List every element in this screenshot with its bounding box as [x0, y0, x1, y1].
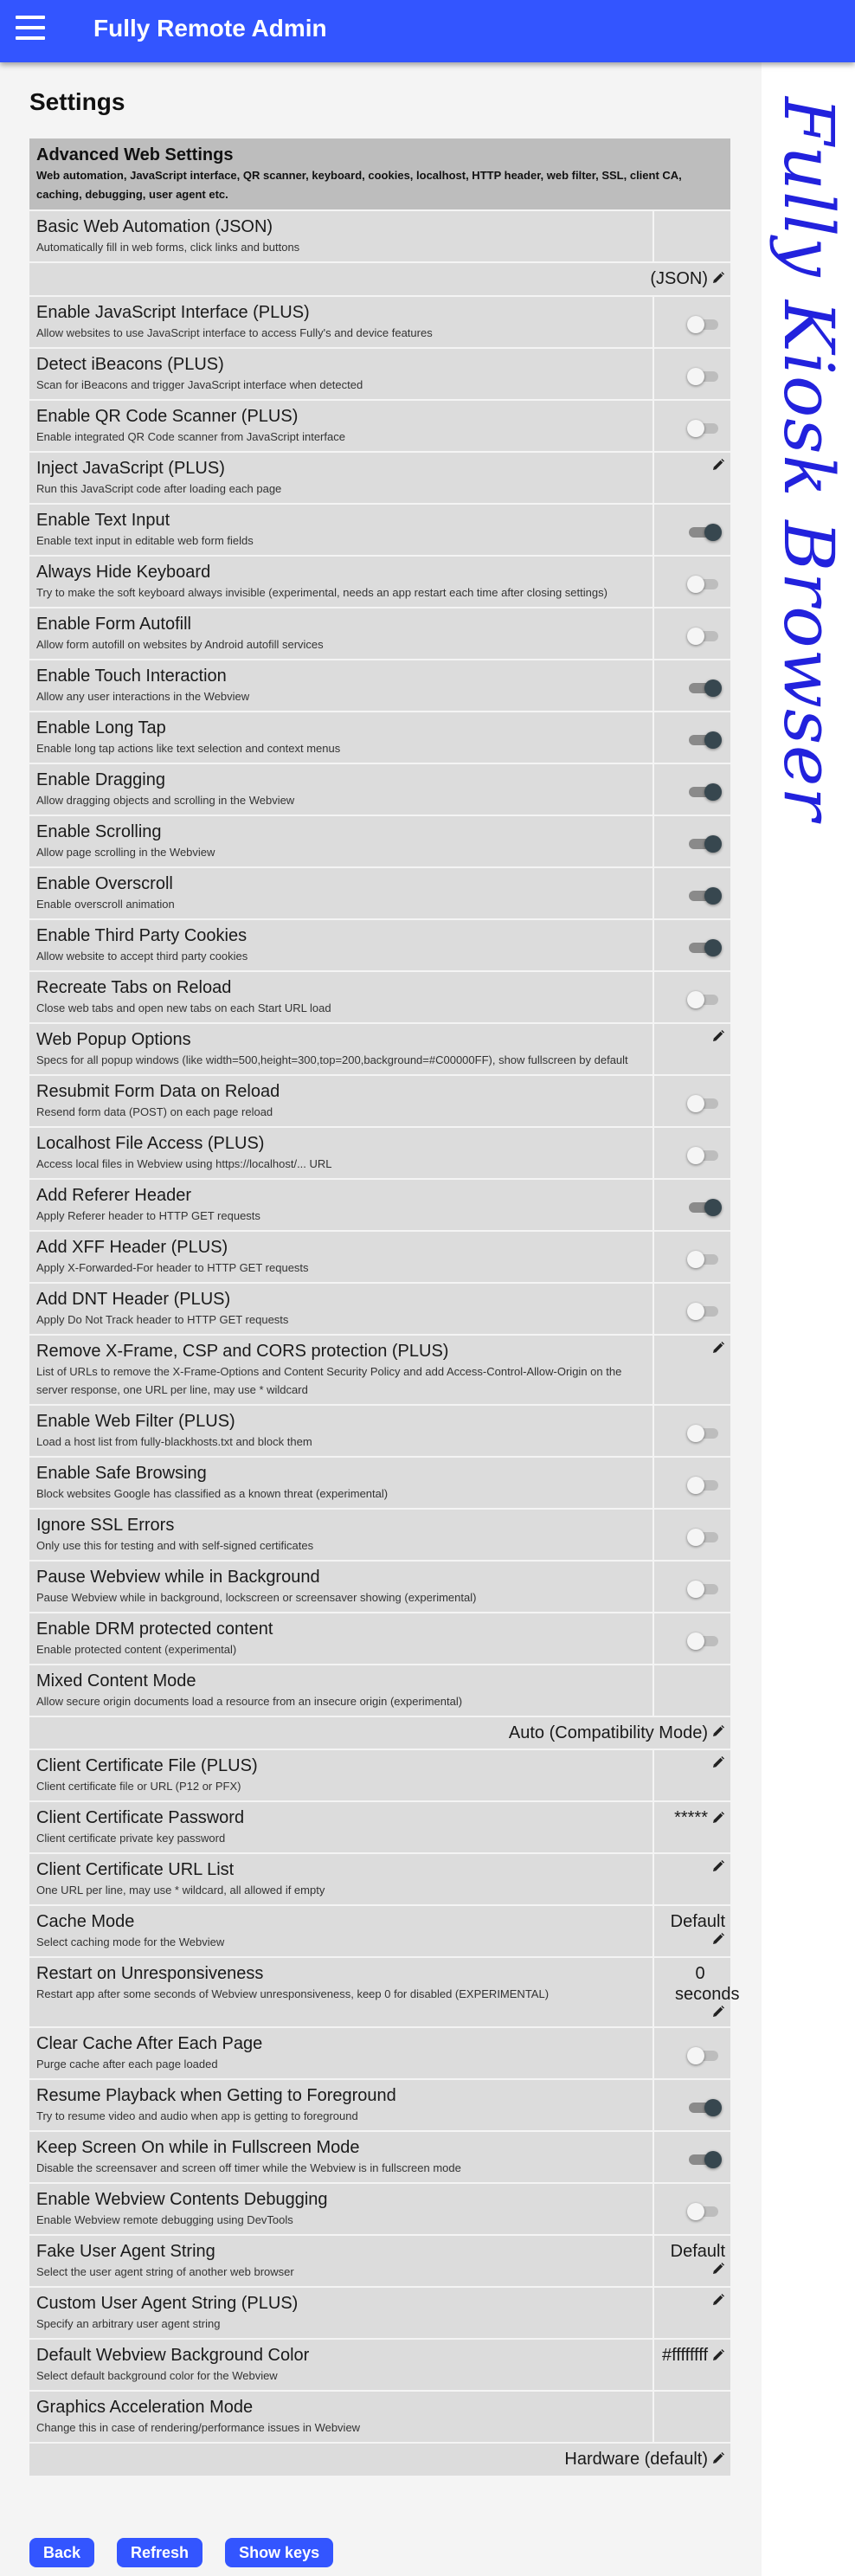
- setting-toggle[interactable]: [687, 2203, 722, 2220]
- setting-control-cell: [654, 764, 730, 815]
- setting-value-row[interactable]: [29, 1717, 730, 1751]
- setting-control-cell: [654, 660, 730, 711]
- setting-row[interactable]: [29, 712, 730, 764]
- setting-description: Automatically fill in web forms, click links and buttons: [36, 241, 300, 254]
- setting-row[interactable]: [29, 609, 730, 660]
- setting-description: List of URLs to remove the X-Frame-Options and Content Security Policy and add Access-Control-Allow-Origin on the server response, one URL per line, may use * wildcard: [36, 1364, 622, 1396]
- setting-row[interactable]: [29, 2392, 730, 2444]
- setting-label-cell[interactable]: [29, 1128, 654, 1178]
- setting-control-cell: [654, 972, 730, 1022]
- setting-control-cell: [654, 2236, 730, 2286]
- setting-description: Pause Webview while in background, lockscreen or screensaver showing (experimental): [36, 1590, 477, 1604]
- setting-value-row[interactable]: [29, 2444, 730, 2477]
- setting-description: Enable protected content (experimental): [36, 1642, 237, 1656]
- setting-row[interactable]: [29, 1510, 730, 1562]
- setting-control-cell: [654, 1750, 730, 1800]
- setting-title: Default Webview Background Color: [36, 2346, 310, 2366]
- setting-label-cell[interactable]: [29, 1076, 654, 1126]
- setting-title: Add Referer Header: [36, 1185, 191, 1205]
- brand-logo-text: Fully Kiosk Browser: [768, 97, 849, 821]
- setting-label-cell[interactable]: [29, 609, 654, 659]
- setting-title: Restart on Unresponsiveness: [36, 1964, 264, 1984]
- setting-description: Resend form data (POST) on each page reload: [36, 1104, 273, 1118]
- setting-control-cell: [654, 1128, 730, 1178]
- setting-toggle[interactable]: [687, 628, 722, 645]
- setting-label-cell[interactable]: [29, 349, 654, 399]
- button-bar: [29, 2538, 333, 2567]
- settings-table: [29, 138, 740, 2477]
- setting-control-cell: [654, 2028, 730, 2078]
- setting-row[interactable]: [29, 211, 730, 263]
- setting-value: Hardware (default): [564, 2450, 708, 2470]
- setting-title: Enable JavaScript Interface (PLUS): [36, 302, 310, 322]
- setting-label-cell[interactable]: [29, 1510, 654, 1560]
- setting-label-cell[interactable]: [29, 1906, 654, 1956]
- setting-label-cell[interactable]: [29, 2028, 654, 2078]
- pencil-icon[interactable]: [711, 2450, 725, 2470]
- setting-row[interactable]: [29, 2184, 730, 2236]
- setting-row[interactable]: [29, 2288, 730, 2340]
- setting-title: Clear Cache After Each Page: [36, 2034, 263, 2054]
- setting-description: Enable long tap actions like text selection and context menus: [36, 741, 341, 755]
- setting-description: Apply Do Not Track header to HTTP GET requests: [36, 1312, 289, 1326]
- setting-toggle[interactable]: [687, 2151, 722, 2168]
- setting-title: Keep Screen On while in Fullscreen Mode: [36, 2138, 360, 2158]
- setting-control-cell: [654, 2080, 730, 2130]
- setting-description: Only use this for testing and with self-signed certificates: [36, 1538, 314, 1552]
- setting-label-cell[interactable]: [29, 557, 654, 607]
- setting-toggle[interactable]: [687, 835, 722, 853]
- setting-value: 0 seconds: [675, 1964, 740, 2005]
- setting-row[interactable]: [29, 297, 730, 349]
- setting-description: Enable overscroll animation: [36, 897, 175, 911]
- setting-toggle[interactable]: [687, 576, 722, 593]
- section-description: Web automation, JavaScript interface, QR scanner, keyboard, cookies, localhost, HTTP header, web filter, SSL, client CA, caching, debugging, user agent etc.: [36, 169, 682, 201]
- setting-description: Block websites Google has classified as a known threat (experimental): [36, 1486, 389, 1500]
- setting-row[interactable]: [29, 2132, 730, 2184]
- setting-description: One URL per line, may use * wildcard, all allowed if empty: [36, 1884, 325, 1897]
- pencil-icon[interactable]: [711, 2262, 725, 2280]
- setting-toggle[interactable]: [687, 1199, 722, 1216]
- setting-label-cell[interactable]: [29, 2184, 654, 2234]
- pencil-icon[interactable]: [711, 1341, 725, 1359]
- setting-description: Select the user agent string of another web browser: [36, 2265, 294, 2279]
- setting-title: Custom User Agent String (PLUS): [36, 2294, 299, 2314]
- setting-control-cell: [654, 211, 730, 261]
- pencil-icon[interactable]: [711, 1932, 725, 1950]
- setting-title: Cache Mode: [36, 1912, 135, 1932]
- setting-label-cell[interactable]: [29, 2288, 654, 2338]
- setting-title: Enable Form Autofill: [36, 614, 191, 634]
- menu-icon[interactable]: [16, 16, 45, 42]
- setting-title: Enable QR Code Scanner (PLUS): [36, 406, 299, 426]
- setting-title: Client Certificate Password: [36, 1808, 245, 1828]
- setting-description: Allow page scrolling in the Webview: [36, 845, 215, 859]
- setting-control-cell: [654, 1024, 730, 1074]
- setting-title: Enable Text Input: [36, 510, 170, 530]
- setting-label-cell[interactable]: [29, 1562, 654, 1612]
- setting-title: Enable Overscroll: [36, 873, 173, 893]
- setting-description: Allow any user interactions in the Webview: [36, 689, 250, 703]
- setting-description: Select caching mode for the Webview: [36, 1935, 225, 1949]
- setting-title: Pause Webview while in Background: [36, 1567, 320, 1587]
- setting-value: Default: [670, 2242, 725, 2262]
- setting-title: Resume Playback when Getting to Foreground: [36, 2086, 396, 2106]
- setting-toggle[interactable]: [687, 1147, 722, 1164]
- setting-control-cell: [654, 1232, 730, 1282]
- setting-control-cell: [654, 868, 730, 918]
- setting-label-cell[interactable]: [29, 712, 654, 763]
- setting-toggle[interactable]: [687, 1095, 722, 1112]
- setting-title: Resubmit Form Data on Reload: [36, 1081, 280, 1101]
- setting-row[interactable]: [29, 1958, 740, 2028]
- setting-control-cell: [654, 2288, 730, 2338]
- setting-control-cell: [654, 349, 730, 399]
- setting-title: Basic Web Automation (JSON): [36, 217, 273, 236]
- section-header: [29, 138, 730, 211]
- setting-description: Access local files in Webview using https://localhost/... URL: [36, 1156, 332, 1170]
- setting-title: Enable Webview Contents Debugging: [36, 2190, 328, 2210]
- setting-label-cell[interactable]: [29, 1802, 654, 1852]
- setting-control-cell: [654, 609, 730, 659]
- setting-title: Client Certificate URL List: [36, 1860, 235, 1880]
- setting-label-cell[interactable]: [29, 2236, 654, 2286]
- setting-label-cell[interactable]: [29, 972, 654, 1022]
- setting-control-cell: [654, 1180, 730, 1230]
- setting-title: Mixed Content Mode: [36, 1671, 196, 1690]
- setting-description: Enable integrated QR Code scanner from JavaScript interface: [36, 429, 345, 443]
- setting-title: Add DNT Header (PLUS): [36, 1289, 231, 1309]
- setting-label-cell[interactable]: [29, 1458, 654, 1508]
- setting-description: Run this JavaScript code after loading each page: [36, 481, 282, 495]
- setting-description: Try to resume video and audio when app is getting to foreground: [36, 2109, 358, 2123]
- setting-title: Enable DRM protected content: [36, 1619, 273, 1639]
- setting-toggle[interactable]: [687, 991, 722, 1008]
- setting-row[interactable]: [29, 2236, 730, 2288]
- setting-row[interactable]: [29, 1750, 730, 1802]
- setting-row[interactable]: [29, 453, 730, 505]
- setting-control-cell: [654, 297, 730, 347]
- setting-control-cell: [654, 505, 730, 555]
- page-title: Settings: [29, 88, 125, 115]
- setting-title: Enable Touch Interaction: [36, 666, 227, 686]
- setting-label-cell[interactable]: [29, 1232, 654, 1282]
- setting-toggle[interactable]: [687, 1251, 722, 1268]
- setting-row[interactable]: [29, 920, 730, 972]
- setting-toggle[interactable]: [687, 1425, 722, 1442]
- setting-label-cell[interactable]: [29, 505, 654, 555]
- setting-row[interactable]: [29, 1232, 730, 1284]
- setting-title: Client Certificate File (PLUS): [36, 1756, 258, 1776]
- setting-row[interactable]: [29, 1665, 730, 1717]
- setting-title: Ignore SSL Errors: [36, 1515, 175, 1535]
- setting-title: Enable Scrolling: [36, 821, 162, 841]
- setting-control-cell: [654, 1613, 730, 1664]
- main-content: [0, 62, 762, 2576]
- setting-control-cell: [654, 1802, 730, 1852]
- setting-description: Apply X-Forwarded-For header to HTTP GET requests: [36, 1260, 309, 1274]
- setting-title: Enable Web Filter (PLUS): [36, 1411, 235, 1431]
- setting-control-cell: [654, 2132, 730, 2182]
- back-button[interactable]: Back: [29, 2538, 94, 2567]
- setting-label-cell[interactable]: [29, 1665, 654, 1716]
- setting-label-cell[interactable]: [29, 1406, 654, 1456]
- setting-value: Auto (Compatibility Mode): [508, 1723, 708, 1742]
- setting-title: Enable Safe Browsing: [36, 1463, 207, 1483]
- setting-toggle[interactable]: [687, 368, 722, 385]
- setting-toggle[interactable]: [687, 1581, 722, 1598]
- setting-description: Specify an arbitrary user agent string: [36, 2317, 221, 2331]
- setting-row[interactable]: [29, 2028, 730, 2080]
- setting-control-cell: [654, 816, 730, 866]
- setting-row[interactable]: [29, 349, 730, 401]
- setting-description: Allow form autofill on websites by Android autofill services: [36, 637, 324, 651]
- setting-label-cell[interactable]: [29, 1180, 654, 1230]
- pencil-icon[interactable]: [711, 458, 725, 476]
- setting-description: Apply Referer header to HTTP GET requests: [36, 1208, 260, 1222]
- setting-control-cell: [654, 1665, 730, 1716]
- pencil-icon[interactable]: [711, 1811, 725, 1829]
- show-keys-button[interactable]: Show keys: [225, 2538, 333, 2567]
- setting-control-cell: [654, 1284, 730, 1334]
- setting-control-cell: [654, 1958, 740, 2026]
- setting-title: Enable Dragging: [36, 770, 165, 789]
- setting-control-cell: [654, 1510, 730, 1560]
- setting-label-cell[interactable]: [29, 2392, 654, 2442]
- setting-row[interactable]: [29, 1076, 730, 1128]
- setting-toggle[interactable]: [687, 887, 722, 905]
- setting-toggle[interactable]: [687, 316, 722, 333]
- setting-control-cell: [654, 2340, 730, 2390]
- setting-description: Specs for all popup windows (like width=500,height=300,top=200,background=#C00000FF), show fullscreen by default: [36, 1053, 628, 1066]
- setting-toggle[interactable]: [687, 420, 722, 437]
- setting-value-row[interactable]: [29, 263, 730, 297]
- setting-control-cell: [654, 401, 730, 451]
- setting-row[interactable]: [29, 2080, 730, 2132]
- pencil-icon[interactable]: [711, 269, 725, 290]
- setting-row[interactable]: [29, 868, 730, 920]
- setting-value: *****: [674, 1808, 708, 1828]
- setting-toggle[interactable]: [687, 2099, 722, 2116]
- setting-label-cell[interactable]: [29, 660, 654, 711]
- setting-title: Enable Long Tap: [36, 718, 166, 737]
- setting-title: Fake User Agent String: [36, 2242, 215, 2262]
- setting-row[interactable]: [29, 816, 730, 868]
- setting-title: Detect iBeacons (PLUS): [36, 354, 224, 374]
- setting-control-cell: [654, 1076, 730, 1126]
- setting-toggle[interactable]: [687, 2047, 722, 2064]
- pencil-icon[interactable]: [711, 1723, 725, 1743]
- setting-row[interactable]: [29, 1458, 730, 1510]
- setting-toggle[interactable]: [687, 679, 722, 697]
- setting-label-cell[interactable]: [29, 1750, 654, 1800]
- setting-toggle[interactable]: [687, 783, 722, 801]
- setting-label-cell[interactable]: [29, 1024, 654, 1074]
- setting-description: Client certificate private key password: [36, 1832, 226, 1845]
- setting-description: Restart app after some seconds of Webview unresponsiveness, keep 0 for disabled (EXPERIMENTAL): [36, 1987, 550, 2001]
- setting-description: Purge cache after each page loaded: [36, 2058, 218, 2071]
- setting-title: Recreate Tabs on Reload: [36, 977, 232, 997]
- setting-row[interactable]: [29, 1802, 730, 1854]
- setting-row[interactable]: [29, 1024, 730, 1076]
- pencil-icon[interactable]: [711, 2293, 725, 2311]
- setting-control-cell: [654, 920, 730, 970]
- setting-toggle[interactable]: [687, 1529, 722, 1546]
- setting-row[interactable]: [29, 660, 730, 712]
- setting-row[interactable]: [29, 1180, 730, 1232]
- setting-toggle[interactable]: [687, 1303, 722, 1320]
- setting-description: Allow secure origin documents load a resource from an insecure origin (experimental): [36, 1694, 463, 1708]
- setting-control-cell: [654, 2184, 730, 2234]
- setting-row[interactable]: [29, 1128, 730, 1180]
- setting-row[interactable]: [29, 505, 730, 557]
- setting-description: Enable text input in editable web form fields: [36, 533, 254, 547]
- setting-description: Enable Webview remote debugging using DevTools: [36, 2213, 293, 2227]
- setting-row[interactable]: [29, 557, 730, 609]
- setting-row[interactable]: [29, 2340, 730, 2392]
- setting-row[interactable]: [29, 1284, 730, 1336]
- setting-title: Enable Third Party Cookies: [36, 925, 248, 945]
- setting-label-cell[interactable]: [29, 920, 654, 970]
- setting-title: Inject JavaScript (PLUS): [36, 458, 225, 478]
- setting-description: Scan for iBeacons and trigger JavaScript interface when detected: [36, 377, 363, 391]
- pencil-icon[interactable]: [711, 1755, 725, 1774]
- setting-label-cell[interactable]: [29, 1284, 654, 1334]
- setting-description: Allow website to accept third party cookies: [36, 949, 248, 963]
- setting-label-cell[interactable]: [29, 764, 654, 815]
- app-bar: [0, 0, 855, 62]
- section-title: Advanced Web Settings: [36, 145, 234, 164]
- setting-label-cell[interactable]: [29, 2340, 654, 2390]
- setting-toggle[interactable]: [687, 1633, 722, 1650]
- setting-description: Allow websites to use JavaScript interface to access Fully's and device features: [36, 325, 433, 339]
- setting-row[interactable]: [29, 1562, 730, 1613]
- setting-label-cell[interactable]: [29, 2080, 654, 2130]
- setting-value: (JSON): [650, 269, 708, 288]
- setting-title: Localhost File Access (PLUS): [36, 1133, 265, 1153]
- setting-row[interactable]: [29, 1336, 730, 1406]
- setting-control-cell: [654, 1458, 730, 1508]
- setting-row[interactable]: [29, 401, 730, 453]
- setting-description: Try to make the soft keyboard always invisible (experimental, needs an app restart each time after closing settings): [36, 585, 608, 599]
- pencil-icon[interactable]: [711, 2005, 725, 2023]
- setting-toggle[interactable]: [687, 939, 722, 956]
- setting-row[interactable]: [29, 1406, 730, 1458]
- setting-label-cell[interactable]: [29, 2132, 654, 2182]
- setting-control-cell: [654, 1854, 730, 1904]
- setting-row[interactable]: [29, 764, 730, 816]
- setting-label-cell[interactable]: [29, 453, 654, 503]
- setting-control-cell: [654, 453, 730, 503]
- setting-control-cell: [654, 1336, 730, 1404]
- app-title: Fully Remote Admin: [93, 15, 327, 42]
- setting-description: Select default background color for the Webview: [36, 2369, 278, 2383]
- setting-description: Allow dragging objects and scrolling in the Webview: [36, 793, 295, 807]
- setting-label-cell[interactable]: [29, 816, 654, 866]
- setting-title: Add XFF Header (PLUS): [36, 1237, 228, 1257]
- setting-description: Close web tabs and open new tabs on each Start URL load: [36, 1001, 331, 1014]
- setting-description: Change this in case of rendering/performance issues in Webview: [36, 2421, 361, 2435]
- setting-control-cell: [654, 1562, 730, 1612]
- setting-description: Client certificate file or URL (P12 or PFX): [36, 1780, 241, 1794]
- setting-toggle[interactable]: [687, 1477, 722, 1494]
- refresh-button[interactable]: Refresh: [117, 2538, 202, 2567]
- setting-title: Graphics Acceleration Mode: [36, 2398, 254, 2418]
- setting-label-cell[interactable]: [29, 1613, 654, 1664]
- pencil-icon[interactable]: [711, 1859, 725, 1877]
- setting-title: Remove X-Frame, CSP and CORS protection (PLUS): [36, 1341, 449, 1361]
- setting-label-cell[interactable]: [29, 211, 654, 261]
- setting-row[interactable]: [29, 1906, 730, 1958]
- setting-row[interactable]: [29, 1854, 730, 1906]
- setting-control-cell: [654, 1406, 730, 1456]
- setting-description: Disable the screensaver and screen off timer while the Webview is in fullscreen mode: [36, 2161, 461, 2175]
- setting-control-cell: [654, 1906, 730, 1956]
- setting-label-cell[interactable]: [29, 401, 654, 451]
- setting-label-cell[interactable]: [29, 1958, 654, 2026]
- setting-title: Web Popup Options: [36, 1029, 191, 1049]
- setting-toggle[interactable]: [687, 731, 722, 749]
- pencil-icon[interactable]: [711, 2348, 725, 2367]
- setting-label-cell[interactable]: [29, 297, 654, 347]
- setting-label-cell[interactable]: [29, 868, 654, 918]
- setting-control-cell: [654, 2392, 730, 2442]
- setting-value: Default: [670, 1912, 725, 1932]
- pencil-icon[interactable]: [711, 1029, 725, 1047]
- setting-label-cell[interactable]: [29, 1336, 654, 1404]
- setting-control-cell: [654, 712, 730, 763]
- setting-label-cell[interactable]: [29, 1854, 654, 1904]
- setting-value: #ffffffff: [661, 2346, 708, 2366]
- setting-row[interactable]: [29, 972, 730, 1024]
- brand-panel: [762, 62, 855, 2576]
- setting-control-cell: [654, 557, 730, 607]
- setting-toggle[interactable]: [687, 524, 722, 541]
- setting-description: Load a host list from fully-blackhosts.txt and block them: [36, 1434, 312, 1448]
- setting-title: Always Hide Keyboard: [36, 562, 211, 582]
- setting-row[interactable]: [29, 1613, 730, 1665]
